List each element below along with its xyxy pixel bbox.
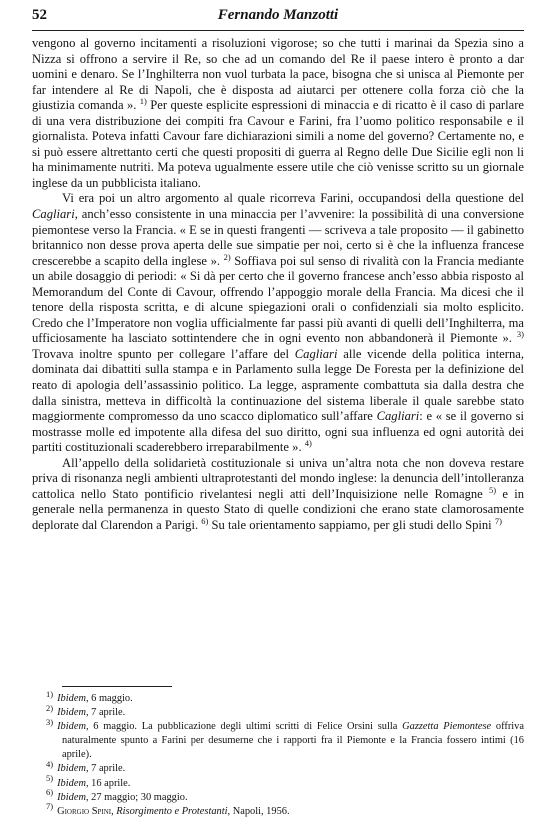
footnote-ref: 3) (516, 329, 524, 340)
author-name: Giorgio Spini (57, 805, 112, 817)
footnote (32, 801, 524, 819)
footnote (32, 688, 524, 706)
text-span: e in generale nella permanenza in questo Stato di quelle condizioni che erano state clamorosamente deplorate dal Clarendon a Parigi. (32, 486, 525, 532)
italic-span: Cagliari (376, 409, 420, 424)
footnote-rule (62, 686, 172, 687)
italic-span: Ibidem (57, 791, 86, 803)
footnote-number: 7) (46, 801, 54, 812)
page-number: 52 (32, 7, 47, 23)
text-span: : e « se il governo si mostrasse molle ed impotente alla difesa del suo diritto, ogni sua influenza ed ogni autorità dei partiti costituzionali scaderebbero irreparabilmente ». (32, 409, 524, 455)
text-span: Soffiava poi sul senso di rivalità con la Francia mediante un abile dosaggio di periodi: « Si dà per certo che il governo francese anch’esso abbia risposto al Memorandum del Conte di Cavour, offrendo l’appoggio morale della Francia. Ma dicesi che il tenore della risposta scritta, e di alcune spiegazioni orali o confidenziali sia molto esplicito. Credo che l’Imperatore non voglia ufficialmente far passi più avanti di quelli dell’Inghilterra, ma ufficiosamente ha lasciato sottintendere che in ogni evento non abbandonerà il Piemonte ». (32, 253, 524, 346)
italic-span: Risorgimento e Protestanti (116, 805, 228, 817)
footnote (32, 716, 524, 762)
italic-span: Cagliari (294, 346, 338, 361)
paragraph (32, 191, 524, 455)
footnote-number: 4) (46, 759, 54, 769)
text-span: , 7 aprile. (85, 763, 126, 775)
footnote (32, 787, 524, 805)
footnote-ref: 5) (489, 484, 497, 495)
text-span: offriva naturalmente spunto a Farini per desumerne che i rapporti fra il Piemonte e la Francia fossero intimi (16 aprile). (62, 721, 524, 761)
text-span: alle vicende della politica interna, dominata dai dibattiti sulla stampa e in Parlamento sulla legge De Foresta per la definizione del reato di apologia dell’assassinio politico. La legge, aspramente combattuta sia dalla destra che dalla sinistra, metteva in difficoltà la continuazione del sistema liberale il quale sarebbe stato maggiormente compromesso da uno scacco diplomatico sull’affare (32, 346, 524, 424)
text-span: , anch’esso consistente in una minaccia per l’avvenire: la possibilità di una conversione piemontese verso la Francia. « E se in questi frangenti — scriveva a tale proposito — il gabinetto britannico non desse prova aperta delle sue simpatie per noi, certo si è che la influenza francese crescerebbe a scapito della inglese ». (32, 207, 524, 268)
italic-span: Ibidem (57, 763, 86, 775)
footnote-number: 1) (46, 688, 54, 699)
italic-span: Ibidem (57, 777, 86, 789)
text-span: , 7 aprile. (85, 707, 126, 719)
footnotes (32, 688, 524, 819)
footnote-number: 3) (46, 716, 54, 727)
italic-span: Gazzetta Piemontese (402, 721, 492, 733)
text-span: Vi era poi un altro argomento al quale ricorreva Farini, occupandosi della questione del (62, 191, 524, 206)
text-span: Su tale orientamento sappiamo, per gli studi dello Spini (208, 517, 495, 532)
text-span: vengono al governo incitamenti a risoluzioni vigorose; so che tutti i marinai da Spezia sino a Nizza si offrono a servire il Re, so che ad un comando del Re il paese intero è pronto a dar uomini e denaro. Se l’Inghilterra non vuol turbata la pace, bisogna che si unisca al Piemonte per far intendere al Re di Napoli, che è disposta ad aiutarci per ottenere colla forza ciò che la giustizia comanda ». (32, 36, 524, 113)
footnote-number: 2) (46, 702, 54, 713)
italic-span: Ibidem (57, 693, 86, 704)
text-span: , 27 maggio; 30 maggio. (85, 791, 188, 803)
footnote-ref: 7) (494, 515, 502, 526)
italic-span: Cagliari (32, 207, 75, 222)
text-span: , Napoli, 1956. (227, 805, 290, 817)
page-header (32, 4, 524, 28)
italic-span: Ibidem (57, 721, 86, 733)
text-span: , 6 maggio. La pubblicazione degli ultimi scritti di Felice Orsini sulla (85, 721, 403, 733)
paragraph (32, 36, 524, 191)
header-rule (32, 30, 524, 31)
footnote-number: 5) (46, 773, 54, 784)
italic-span: Ibidem (57, 707, 86, 719)
footnote (32, 702, 524, 720)
footnote (32, 773, 524, 791)
footnote-ref: 2) (223, 251, 231, 262)
body-text (32, 36, 524, 534)
text-span: , 16 aprile. (85, 777, 131, 789)
text-span: , (111, 805, 117, 817)
text-span: Trovava inoltre spunto per collegare l’affare del (32, 346, 295, 361)
paragraph (32, 456, 524, 534)
footnote-ref: 6) (201, 515, 209, 526)
footnote-ref: 4) (304, 438, 312, 449)
text-span: All’appello della solidarietà costituzionale si univa un’altra nota che non doveva restare priva di risonanza negli ambienti ultraprotestanti del mondo inglese: la denuncia dell’intolleranza cattolica nello Stato pontificio rivelantesi negli atti dell’Inquisizione nelle Romagne (32, 455, 524, 501)
footnote-ref: 1) (139, 96, 147, 106)
footnote-number: 6) (46, 787, 54, 798)
running-head: Fernando Manzotti (217, 7, 339, 23)
text-span: , 6 maggio. (85, 693, 133, 704)
footnote (32, 759, 524, 776)
text-span: Per queste esplicite espressioni di minaccia e di ricatto è il caso di parlare di una vera distribuzione dei compiti fra Cavour e Farini, fra l’uomo politico responsabile e il giornalista. Poteva infatti Cavour fare dichiarazioni simili a nome del governo? Certamente no, e si può essere altrettanto certi che questi propositi di guerra al Regno delle Due Sicilie egli non li ha minimamente nutriti. Ma poteva ugualmente essere utile che ciò venisse scritto su un giornale inglese da un pubblicista italiano. (32, 98, 524, 190)
